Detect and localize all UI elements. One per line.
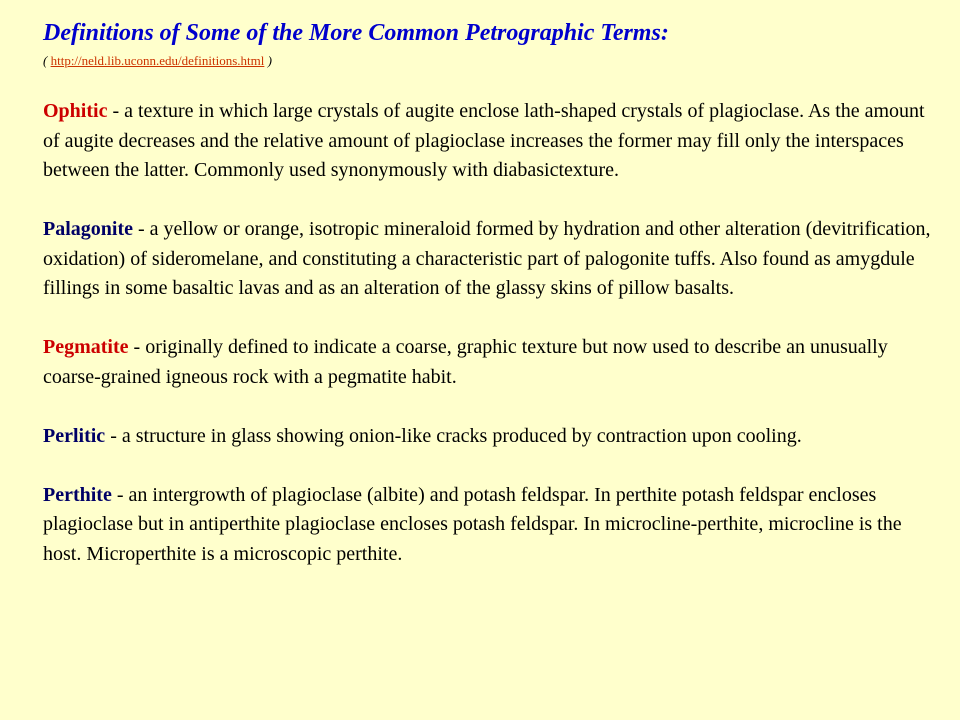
term-separator: - [107,100,125,122]
definition-palagonite [43,215,938,304]
source-open-paren: ( [43,53,51,68]
term-separator: - [105,424,122,447]
term-separator: - [128,336,146,358]
term-perlitic: Perlitic [43,424,106,447]
term-palagonite: Palagonite [43,218,133,240]
term-separator: - [133,218,150,240]
definition-text: originally defined to indicate a coarse, graphic texture but now used to describe an unusually coarse-grained igneous rock with a pegmatite habit. [43,336,888,388]
definition-pegmatite [43,333,938,392]
definition-text: an intergrowth of plagioclase (albite) and potash feldspar. In perthite potash feldspar encloses plagioclase but in antiperthite plagioclase encloses potash feldspar. In microcline-perthite, microcline is the host. Microperthite is a microscopic perthite. [43,483,902,565]
definition-ophitic [43,97,938,186]
definition-text: a yellow or orange, isotropic mineraloid formed by hydration and other alteration (devitrification, oxidation) of sideromelane, and constituting a characteristic part of palogonite tuffs. Also found as amygdule fillings in some basaltic lavas and as an alteration of the glassy skins of pillow basalts. [43,218,931,299]
definitions-list [43,97,938,599]
source-link[interactable]: http://neld.lib.uconn.edu/definitions.html [50,53,265,68]
definition-text: a texture in which large crystals of augite enclose lath-shaped crystals of plagioclase. As the amount of augite decreases and the relative amount of plagioclase increases the former may fill only the interspaces between the latter. Commonly used synonymously with diabasictexture. [43,100,925,181]
definition-text: a structure in glass showing onion-like cracks produced by contraction upon cooling. [121,424,802,447]
term-pegmatite: Pegmatite [43,336,129,358]
term-ophitic: Ophitic [43,100,108,122]
definition-perlitic [43,422,938,452]
page-title: Definitions of Some of the More Common Petrographic Terms: [43,20,669,46]
definition-perthite [43,481,938,570]
term-perthite: Perthite [43,483,112,506]
term-separator: - [111,483,129,506]
source-close-paren: ) [264,53,272,68]
source-citation [43,53,272,69]
